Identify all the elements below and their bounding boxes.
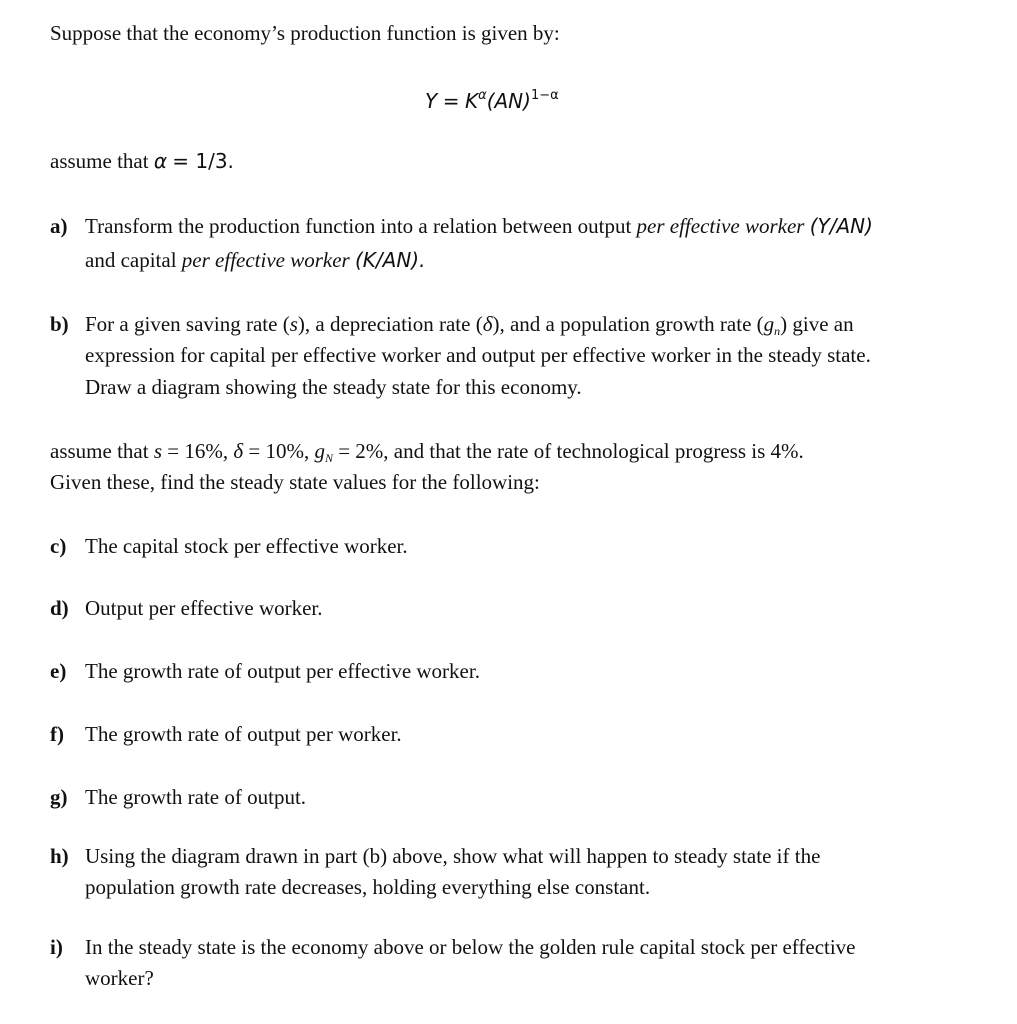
- production-function-equation: [425, 80, 559, 117]
- question-f-text: The growth rate of output per worker.: [85, 722, 402, 746]
- question-a-label: a): [50, 214, 68, 238]
- question-h-line2: population growth rate decreases, holding everything else constant.: [85, 875, 651, 899]
- question-c-text: The capital stock per effective worker.: [85, 534, 408, 558]
- a-line2-italic: per effective worker: [181, 248, 350, 272]
- intro-text: Suppose that the economy’s production function is given by:: [50, 21, 560, 45]
- question-i-label: i): [50, 935, 63, 959]
- assume2-v1: = 16%,: [167, 439, 229, 463]
- question-a-line1: [85, 211, 873, 242]
- b-line1-e: ) give an: [780, 312, 854, 336]
- alpha-assumption: [50, 146, 234, 177]
- b-line1-g: g: [763, 312, 775, 336]
- question-i-line2: worker?: [85, 966, 154, 990]
- question-e-text: The growth rate of output per effective worker.: [85, 659, 480, 683]
- assume2-v2: = 10%,: [248, 439, 310, 463]
- b-line1-gsub: n: [774, 324, 781, 338]
- assume-text: assume that: [50, 149, 149, 173]
- eq-equals: =: [442, 89, 460, 113]
- question-d-text: Output per effective worker.: [85, 596, 323, 620]
- a-line1-text: Transform the production function into a relation between output: [85, 214, 632, 238]
- assume2-delta: δ: [233, 439, 244, 463]
- b-line1-b: ), a depreciation rate (: [297, 312, 483, 336]
- parameter-assumptions-line2: Given these, find the steady state values for the following:: [50, 470, 540, 494]
- eq-k: K: [464, 89, 479, 113]
- b-line1-a: For a given saving rate (: [85, 312, 290, 336]
- eq-one-minus-alpha: 1−α: [530, 88, 559, 103]
- question-i-line1: In the steady state is the economy above or below the golden rule capital stock per effective: [85, 935, 856, 959]
- question-e-label: e): [50, 659, 67, 683]
- eq-y: Y: [425, 89, 438, 113]
- question-b-line2: expression for capital per effective worker and output per effective worker in the steady state.: [85, 343, 871, 367]
- assume2-s: s: [153, 439, 162, 463]
- question-a-line2: [85, 245, 425, 276]
- question-h-line1: Using the diagram drawn in part (b) above, show what will happen to steady state if the: [85, 844, 821, 868]
- eq-an: (AN): [486, 89, 531, 113]
- eq-alpha-exp: α: [478, 88, 487, 103]
- question-g-label: g): [50, 785, 68, 809]
- assume2-v3: = 2%, and that the rate of technological progress is 4%.: [338, 439, 804, 463]
- assume2-gsub: N: [324, 451, 333, 465]
- question-d-label: d): [50, 596, 69, 620]
- question-b-label: b): [50, 312, 69, 336]
- a-line2-text: and capital: [85, 248, 177, 272]
- alpha-symbol: α: [153, 149, 167, 173]
- assume2-g: g: [314, 439, 325, 463]
- question-c-label: c): [50, 534, 67, 558]
- alpha-value: = 1/3.: [172, 149, 234, 173]
- question-f-label: f): [50, 722, 64, 746]
- a-line1-italic: per effective worker: [636, 214, 805, 238]
- b-line1-s: s: [289, 312, 298, 336]
- b-line1-c: ), and a population growth rate (: [492, 312, 764, 336]
- b-line1-delta: δ: [482, 312, 493, 336]
- question-b-line3: Draw a diagram showing the steady state for this economy.: [85, 375, 582, 399]
- assume2-text: assume that: [50, 439, 149, 463]
- a-line2-math: (K/AN).: [354, 248, 426, 272]
- question-h-label: h): [50, 844, 69, 868]
- question-g-text: The growth rate of output.: [85, 785, 307, 809]
- a-line1-math: (Y/AN): [809, 214, 873, 238]
